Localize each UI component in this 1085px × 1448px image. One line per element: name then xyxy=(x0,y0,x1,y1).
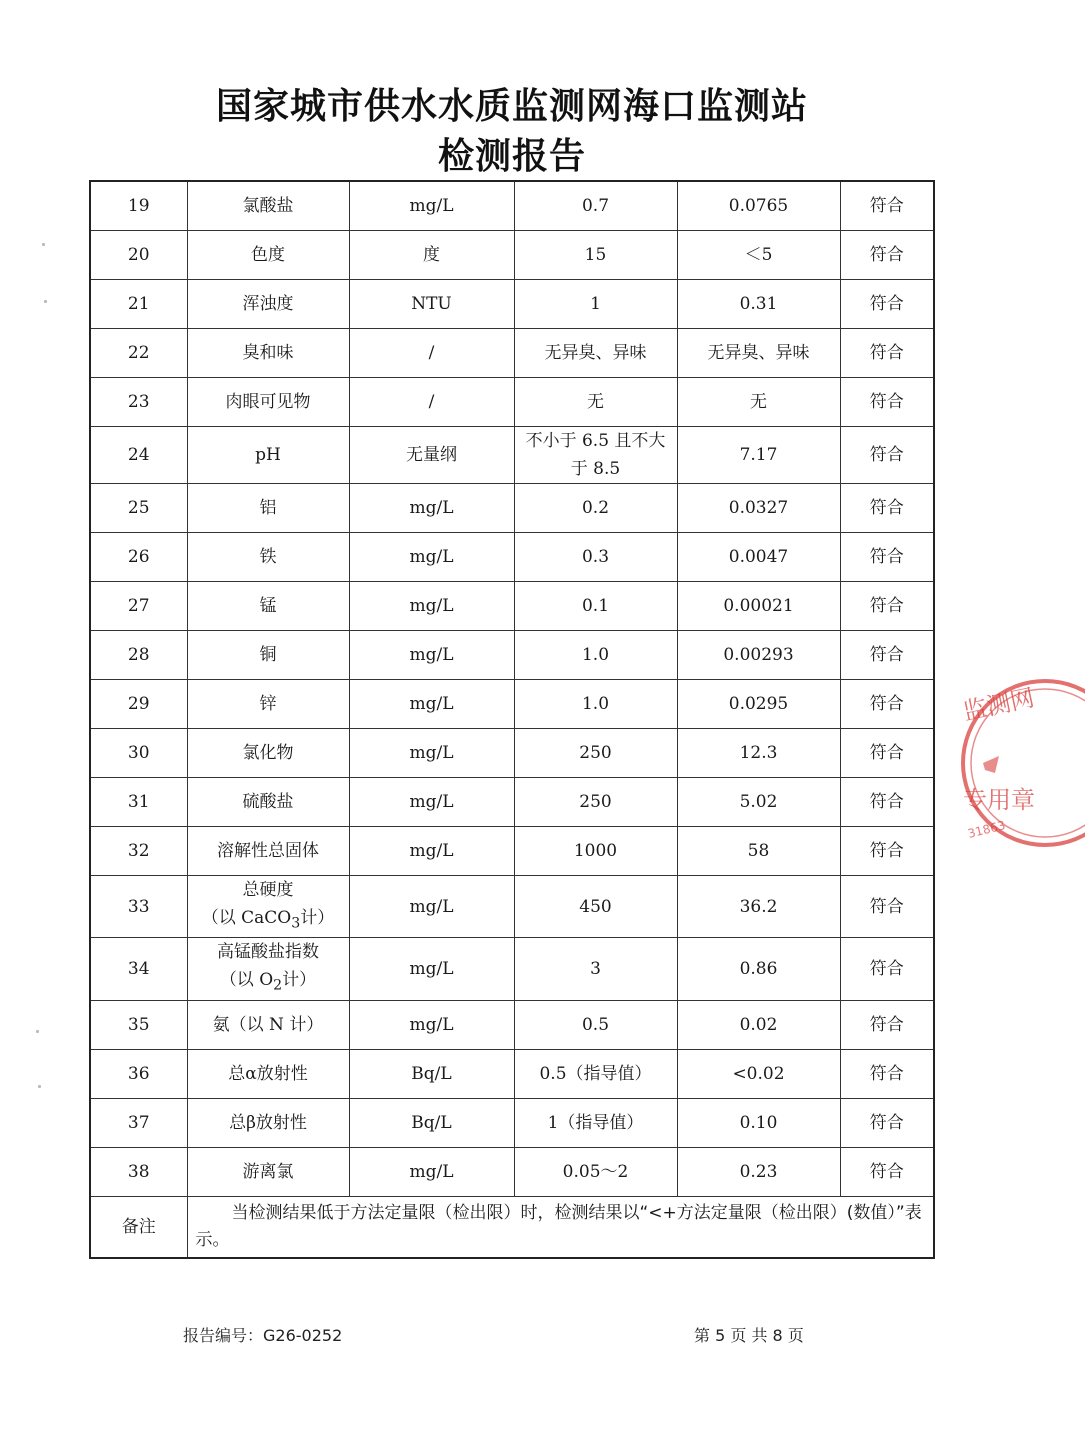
row-number: 29 xyxy=(90,680,187,729)
scan-speck xyxy=(38,1085,41,1088)
row-number: 33 xyxy=(90,876,187,938)
svg-text:监测网: 监测网 xyxy=(960,683,1037,726)
result-value: 0.02 xyxy=(677,1000,840,1049)
verdict: 符合 xyxy=(840,778,934,827)
item-name: 色度 xyxy=(187,231,349,280)
result-value: 无 xyxy=(677,378,840,427)
result-value: 36.2 xyxy=(677,876,840,938)
row-number: 23 xyxy=(90,378,187,427)
unit: mg/L xyxy=(349,729,514,778)
item-name: 氨（以 N 计） xyxy=(187,1000,349,1049)
unit: 度 xyxy=(349,231,514,280)
scan-speck xyxy=(42,243,45,246)
item-name xyxy=(187,938,349,1000)
note-row xyxy=(90,1196,934,1258)
verdict: 符合 xyxy=(840,876,934,938)
unit: mg/L xyxy=(349,484,514,533)
limit-value: 0.5 xyxy=(514,1000,677,1049)
unit: / xyxy=(349,378,514,427)
row-number: 38 xyxy=(90,1147,187,1196)
item-name: 浑浊度 xyxy=(187,280,349,329)
item-name-basis: （以 CaCO xyxy=(201,908,292,928)
report-subtitle: 检测报告 xyxy=(437,136,586,177)
table-row xyxy=(90,1049,934,1098)
report-number: 报告编号：G26-0252 xyxy=(183,1326,343,1345)
item-name-subscript: 3 xyxy=(291,915,301,932)
row-number: 32 xyxy=(90,827,187,876)
result-value: 5.02 xyxy=(677,778,840,827)
row-number: 35 xyxy=(90,1000,187,1049)
item-name-basis: （以 O xyxy=(219,970,274,991)
result-value: 0.31 xyxy=(677,280,840,329)
item-name: 总β放射性 xyxy=(187,1098,349,1147)
limit-value: 250 xyxy=(514,729,677,778)
result-value: <0.02 xyxy=(677,1049,840,1098)
row-number: 30 xyxy=(90,729,187,778)
table-row xyxy=(90,329,934,378)
scan-speck xyxy=(44,300,47,303)
limit-value: 1（指导值） xyxy=(514,1098,677,1147)
item-name: 硫酸盐 xyxy=(187,778,349,827)
limit-value: 无异臭、异味 xyxy=(514,329,677,378)
result-value: 无异臭、异味 xyxy=(677,329,840,378)
table-row xyxy=(90,533,934,582)
item-name-subscript: 2 xyxy=(273,977,283,994)
item-name-main: 总硬度 xyxy=(242,880,294,900)
item-name: 锌 xyxy=(187,680,349,729)
item-name: 游离氯 xyxy=(187,1147,349,1196)
table-row xyxy=(90,1000,934,1049)
row-number: 21 xyxy=(90,280,187,329)
unit: / xyxy=(349,329,514,378)
limit-value: 1 xyxy=(514,280,677,329)
note-text: 当检测结果低于方法定量限（检出限）时，检测结果以“<+方法定量限（检出限）(数值）”表示。 xyxy=(187,1196,934,1258)
limit-value: 250 xyxy=(514,778,677,827)
limit-value: 1.0 xyxy=(514,631,677,680)
report-title: 国家城市供水水质监测网海口监测站 xyxy=(215,86,808,127)
verdict: 符合 xyxy=(840,280,934,329)
verdict: 符合 xyxy=(840,582,934,631)
verdict: 符合 xyxy=(840,827,934,876)
verdict: 符合 xyxy=(840,680,934,729)
result-value: 7.17 xyxy=(677,427,840,484)
row-number: 19 xyxy=(90,181,187,231)
verdict: 符合 xyxy=(840,427,934,484)
row-number: 25 xyxy=(90,484,187,533)
unit: mg/L xyxy=(349,778,514,827)
item-name-basis-end: 计） xyxy=(300,908,335,928)
item-name: 铁 xyxy=(187,533,349,582)
limit-value: 0.5（指导值） xyxy=(514,1049,677,1098)
verdict: 符合 xyxy=(840,631,934,680)
verdict: 符合 xyxy=(840,1098,934,1147)
row-number: 28 xyxy=(90,631,187,680)
table-row xyxy=(90,827,934,876)
unit: mg/L xyxy=(349,680,514,729)
note-label: 备注 xyxy=(90,1196,187,1258)
verdict: 符合 xyxy=(840,1147,934,1196)
item-name: 氯化物 xyxy=(187,729,349,778)
result-value: 0.0765 xyxy=(677,181,840,231)
seal-stamp-icon xyxy=(955,668,1085,858)
limit-value: 15 xyxy=(514,231,677,280)
svg-text:专用章: 专用章 xyxy=(963,786,1035,814)
item-name: 总α放射性 xyxy=(187,1049,349,1098)
verdict: 符合 xyxy=(840,378,934,427)
table-row xyxy=(90,181,934,231)
table-row xyxy=(90,378,934,427)
result-value: ＜5 xyxy=(677,231,840,280)
limit-value: 0.3 xyxy=(514,533,677,582)
result-value: 0.0295 xyxy=(677,680,840,729)
verdict: 符合 xyxy=(840,181,934,231)
table-row xyxy=(90,680,934,729)
item-name: 氯酸盐 xyxy=(187,181,349,231)
row-number: 37 xyxy=(90,1098,187,1147)
unit: Bq/L xyxy=(349,1098,514,1147)
result-value: 0.86 xyxy=(677,938,840,1000)
result-value: 12.3 xyxy=(677,729,840,778)
table-row xyxy=(90,1098,934,1147)
unit: mg/L xyxy=(349,582,514,631)
verdict: 符合 xyxy=(840,329,934,378)
result-value: 0.0327 xyxy=(677,484,840,533)
unit: mg/L xyxy=(349,533,514,582)
verdict: 符合 xyxy=(840,231,934,280)
limit-value: 不小于 6.5 且不大于 8.5 xyxy=(514,427,677,484)
row-number: 24 xyxy=(90,427,187,484)
svg-text:31863: 31863 xyxy=(966,818,1007,841)
table-row xyxy=(90,280,934,329)
verdict: 符合 xyxy=(840,1049,934,1098)
unit: mg/L xyxy=(349,876,514,938)
item-name: 锰 xyxy=(187,582,349,631)
limit-value: 3 xyxy=(514,938,677,1000)
row-number: 27 xyxy=(90,582,187,631)
item-name: 肉眼可见物 xyxy=(187,378,349,427)
unit: NTU xyxy=(349,280,514,329)
item-name-basis-end: 计） xyxy=(282,970,317,991)
limit-value: 1.0 xyxy=(514,680,677,729)
limit-value: 1000 xyxy=(514,827,677,876)
scan-speck xyxy=(36,1030,39,1033)
result-value: 0.00293 xyxy=(677,631,840,680)
limit-value: 0.2 xyxy=(514,484,677,533)
limit-value: 450 xyxy=(514,876,677,938)
table-row xyxy=(90,729,934,778)
verdict: 符合 xyxy=(840,1000,934,1049)
page-indicator: 第 5 页 共 8 页 xyxy=(694,1326,804,1345)
unit: 无量纲 xyxy=(349,427,514,484)
item-name-main: 高锰酸盐指数 xyxy=(217,942,319,963)
limit-value: 0.7 xyxy=(514,181,677,231)
limit-value: 无 xyxy=(514,378,677,427)
result-value: 0.0047 xyxy=(677,533,840,582)
unit: mg/L xyxy=(349,1147,514,1196)
table-row xyxy=(90,1147,934,1196)
row-number: 26 xyxy=(90,533,187,582)
result-value: 0.23 xyxy=(677,1147,840,1196)
table-row xyxy=(90,427,934,484)
item-name: 溶解性总固体 xyxy=(187,827,349,876)
table-row xyxy=(90,582,934,631)
table-row xyxy=(90,484,934,533)
limit-value: 0.05～2 xyxy=(514,1147,677,1196)
table-row xyxy=(90,876,934,938)
verdict: 符合 xyxy=(840,729,934,778)
unit: mg/L xyxy=(349,938,514,1000)
unit: mg/L xyxy=(349,827,514,876)
table-row xyxy=(90,231,934,280)
table-row xyxy=(90,631,934,680)
unit: mg/L xyxy=(349,1000,514,1049)
result-value: 0.00021 xyxy=(677,582,840,631)
row-number: 31 xyxy=(90,778,187,827)
verdict: 符合 xyxy=(840,484,934,533)
item-name: 臭和味 xyxy=(187,329,349,378)
item-name: 铝 xyxy=(187,484,349,533)
item-name: pH xyxy=(187,427,349,484)
unit: mg/L xyxy=(349,631,514,680)
item-name xyxy=(187,876,349,938)
table-row xyxy=(90,938,934,1000)
unit: Bq/L xyxy=(349,1049,514,1098)
verdict: 符合 xyxy=(840,938,934,1000)
table-row xyxy=(90,778,934,827)
unit: mg/L xyxy=(349,181,514,231)
item-name: 铜 xyxy=(187,631,349,680)
row-number: 34 xyxy=(90,938,187,1000)
limit-value: 0.1 xyxy=(514,582,677,631)
result-value: 58 xyxy=(677,827,840,876)
verdict: 符合 xyxy=(840,533,934,582)
row-number: 22 xyxy=(90,329,187,378)
row-number: 36 xyxy=(90,1049,187,1098)
row-number: 20 xyxy=(90,231,187,280)
result-value: 0.10 xyxy=(677,1098,840,1147)
results-table xyxy=(89,180,935,1259)
